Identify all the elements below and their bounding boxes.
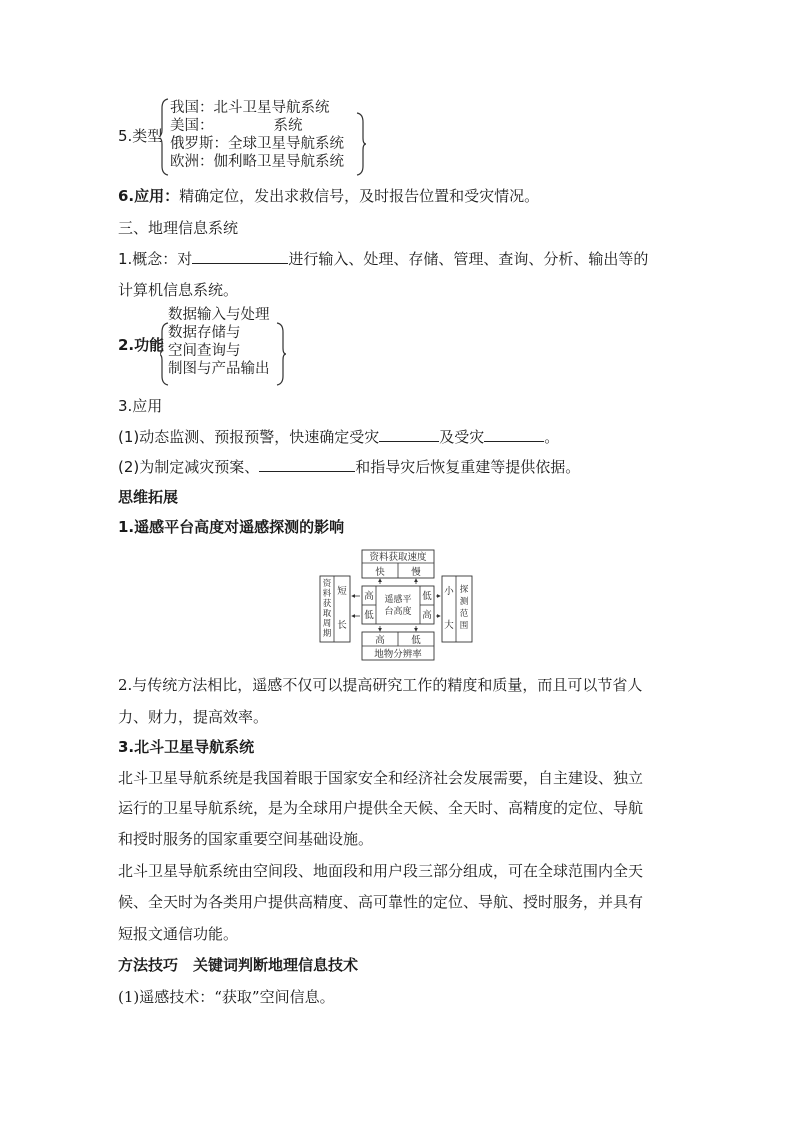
functions-right-brace (276, 322, 286, 386)
point3-p2-line3: 短报文通信功能。 (118, 925, 239, 943)
point3-p1-line1: 北斗卫星导航系统是我国着眼于国家安全和经济社会发展需要，自主建设、独立 (118, 769, 644, 787)
left-title-char: 获 (322, 599, 332, 609)
altitude-diagram (318, 546, 474, 662)
function-item-output: 制图与产品输出 (168, 361, 270, 377)
applications-heading: 3.应用 (118, 397, 163, 415)
inner-left-bottom: 低 (364, 610, 374, 621)
type-item-china: 我国：北斗卫星导航系统 (170, 100, 330, 116)
top-fast: 快 (375, 567, 385, 578)
right-title-char: 围 (459, 621, 469, 631)
bottom-low: 低 (411, 635, 421, 646)
method-item-1: (1)遥感技术：“获取”空间信息。 (118, 988, 335, 1006)
functions-label: 2.功能 (118, 336, 165, 354)
expansion-heading: 思维拓展 (118, 488, 179, 506)
left-title-char: 取 (322, 609, 332, 619)
type-item-europe: 欧洲：伽利略卫星导航系统 (170, 154, 344, 170)
application-item-1: (1)动态监测、预报预警，快速确定受灾 及受灾 。 (118, 428, 560, 446)
point3-p2-line1: 北斗卫星导航系统由空间段、地面段和用户段三部分组成，可在全球范围内全天 (118, 862, 644, 880)
application-line: 6.应用：精确定位，发出求救信号，及时报告位置和受灾情况。 (118, 187, 540, 205)
point3-p2-line2: 候、全天时为各类用户提供高精度、高可靠性的定位、导航、授时服务，并具有 (118, 893, 644, 911)
type-item-russia: 俄罗斯：全球卫星导航系统 (170, 136, 344, 152)
blank-3 (259, 457, 355, 472)
types-label: 5.类型 (118, 127, 163, 145)
right-small: 小 (444, 586, 454, 597)
point3-heading: 3.北斗卫星导航系统 (118, 738, 255, 756)
point3-p1-line2: 运行的卫星导航系统，是为全球用户提供全天候、全天时、高精度的定位、导航 (118, 799, 644, 817)
concept-blank (192, 249, 288, 264)
types-left-brace (160, 98, 170, 176)
inner-right-top: 低 (422, 591, 432, 602)
point2-line2: 力、财力，提高效率。 (118, 708, 269, 726)
right-title-char: 范 (459, 609, 469, 619)
section3-heading: 三、地理信息系统 (118, 219, 239, 237)
type-item-usa: 美国： 系统 (170, 118, 303, 134)
point3-p1-line3: 和授时服务的国家重要空间基础设施。 (118, 830, 374, 848)
left-title-char: 周 (322, 619, 332, 629)
center-line-1: 遥感平 (384, 595, 412, 605)
right-title-char: 探 (459, 585, 469, 595)
blank-1 (379, 427, 439, 442)
left-title-char: 资 (322, 579, 332, 589)
top-title: 资料获取速度 (369, 552, 427, 563)
inner-left-top: 高 (364, 591, 374, 602)
method-heading: 方法技巧 关键词判断地理信息技术 (118, 956, 359, 974)
center-line-2: 台高度 (384, 607, 412, 617)
right-large: 大 (444, 620, 454, 631)
right-title-char: 测 (459, 597, 469, 607)
function-item-input: 数据输入与处理 (168, 307, 270, 323)
bottom-title: 地物分辨率 (374, 649, 422, 660)
top-slow: 慢 (411, 567, 421, 578)
left-title-char: 料 (322, 589, 332, 599)
left-title-char: 期 (322, 629, 332, 639)
inner-right-bottom: 高 (422, 610, 432, 621)
function-item-storage: 数据存储与 (168, 325, 241, 341)
bottom-high: 高 (375, 635, 385, 646)
blank-2 (484, 427, 544, 442)
application-item-2: (2)为制定减灾预案、 和指导灾后恢复重建等提供依据。 (118, 458, 581, 476)
left-short: 短 (337, 586, 347, 597)
function-item-query: 空间查询与 (168, 343, 241, 359)
concept-cont: 计算机信息系统。 (118, 281, 239, 299)
left-long: 长 (337, 620, 347, 631)
point1-heading: 1.遥感平台高度对遥感探测的影响 (118, 518, 345, 536)
types-right-brace (356, 112, 366, 176)
point2-line1: 2.与传统方法相比，遥感不仅可以提高研究工作的精度和质量，而且可以节省人 (118, 676, 643, 694)
concept-line: 1.概念：对 进行输入、处理、存储、管理、查询、分析、输出等的 (118, 250, 649, 268)
